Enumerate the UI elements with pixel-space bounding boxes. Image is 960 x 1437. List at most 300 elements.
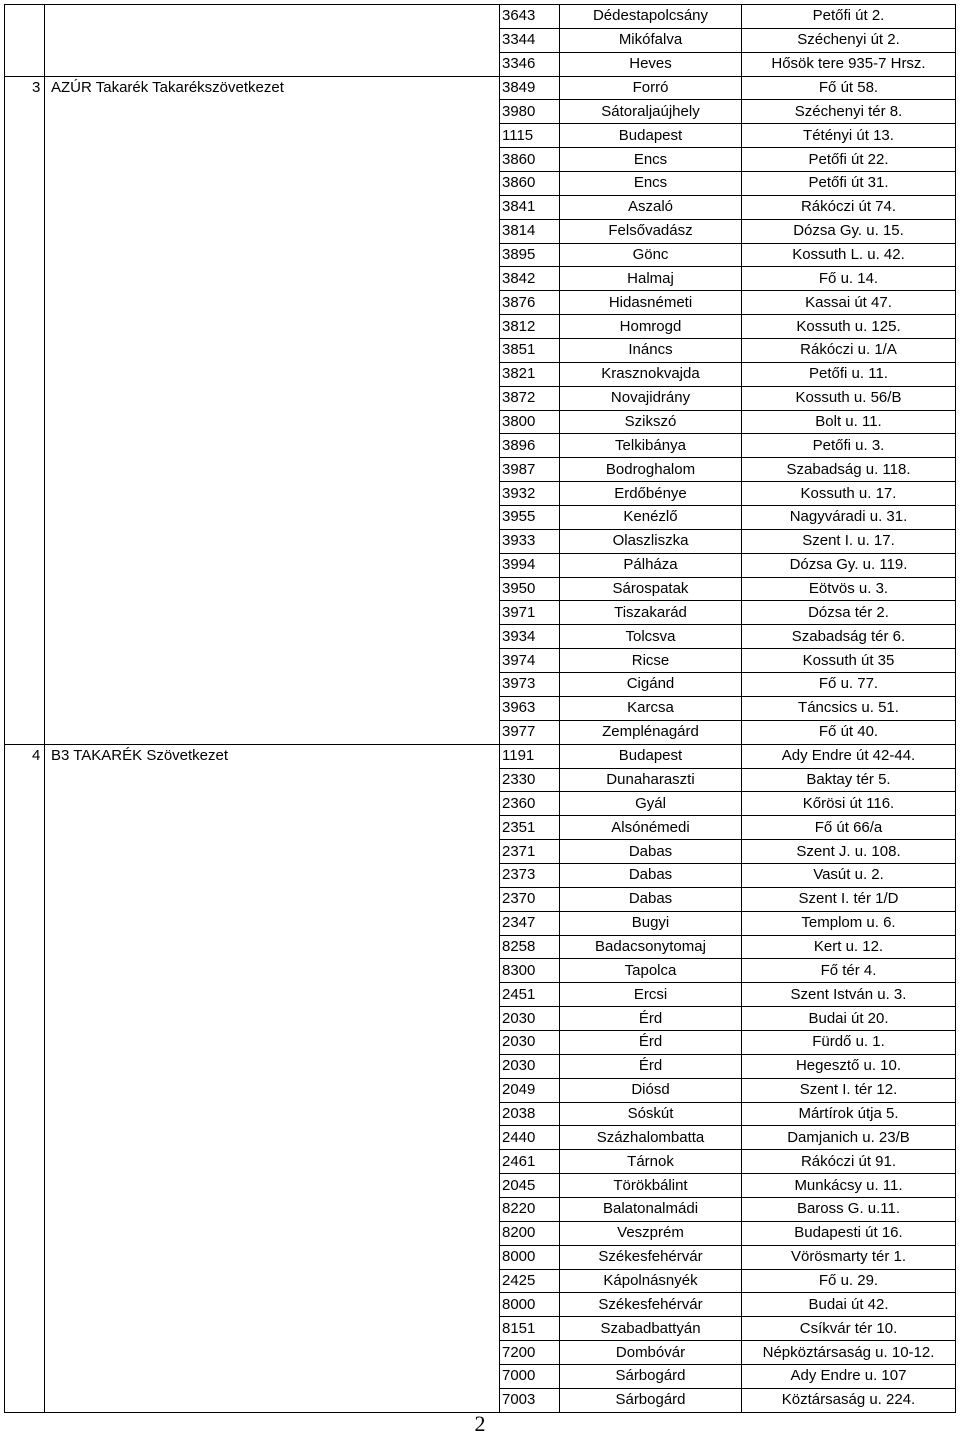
table-row (5, 1030, 956, 1054)
row-number (5, 887, 45, 911)
city-name: Felsővadász (560, 219, 742, 243)
postal-code: 2330 (500, 768, 560, 792)
postal-code: 3963 (500, 696, 560, 720)
street-address: Kassai út 47. (742, 291, 956, 315)
table-row (5, 1269, 956, 1293)
table-row (5, 1341, 956, 1365)
table-row (5, 291, 956, 315)
postal-code: 2045 (500, 1174, 560, 1198)
postal-code: 3860 (500, 172, 560, 196)
street-address: Kossuth út 35 (742, 649, 956, 673)
cooperative-name (45, 52, 500, 76)
street-address: Kossuth u. 125. (742, 315, 956, 339)
cooperative-name (45, 1269, 500, 1293)
city-name: Sóskút (560, 1102, 742, 1126)
table-row (5, 195, 956, 219)
postal-code: 3851 (500, 339, 560, 363)
postal-code: 2030 (500, 1007, 560, 1031)
table-row (5, 410, 956, 434)
cooperative-name (45, 1078, 500, 1102)
city-name: Kenézlő (560, 506, 742, 530)
street-address: Szent I. tér 12. (742, 1078, 956, 1102)
table-row (5, 601, 956, 625)
row-number (5, 1030, 45, 1054)
cooperative-name (45, 1197, 500, 1221)
street-address: Hősök tere 935-7 Hrsz. (742, 52, 956, 76)
row-number (5, 863, 45, 887)
cooperative-name (45, 1054, 500, 1078)
postal-code: 3933 (500, 529, 560, 553)
city-name: Zemplénagárd (560, 720, 742, 744)
city-name: Százhalombatta (560, 1126, 742, 1150)
row-number (5, 1054, 45, 1078)
table-row (5, 339, 956, 363)
postal-code: 3955 (500, 506, 560, 530)
cooperative-name (45, 1341, 500, 1365)
street-address: Hegesztő u. 10. (742, 1054, 956, 1078)
table-row (5, 768, 956, 792)
row-number: 3 (5, 76, 45, 100)
street-address: Széchenyi tér 8. (742, 100, 956, 124)
city-name: Tárnok (560, 1150, 742, 1174)
row-number (5, 1078, 45, 1102)
postal-code: 8000 (500, 1293, 560, 1317)
cooperative-name (45, 1126, 500, 1150)
postal-code: 8200 (500, 1221, 560, 1245)
row-number (5, 1341, 45, 1365)
street-address: Ady Endre u. 107 (742, 1364, 956, 1388)
table-row (5, 1317, 956, 1341)
table-row (5, 1174, 956, 1198)
street-address: Szabadság tér 6. (742, 625, 956, 649)
street-address: Baross G. u.11. (742, 1197, 956, 1221)
cooperative-name (45, 1150, 500, 1174)
cooperative-name (45, 959, 500, 983)
city-name: Sátoraljaújhely (560, 100, 742, 124)
cooperative-name (45, 291, 500, 315)
table-row (5, 124, 956, 148)
table-row (5, 315, 956, 339)
city-name: Bodroghalom (560, 458, 742, 482)
city-name: Bugyi (560, 911, 742, 935)
street-address: Csíkvár tér 10. (742, 1317, 956, 1341)
cooperative-name (45, 792, 500, 816)
table-row (5, 219, 956, 243)
table-row (5, 243, 956, 267)
street-address: Rákóczi út 91. (742, 1150, 956, 1174)
cooperative-name (45, 816, 500, 840)
table-row (5, 267, 956, 291)
city-name: Sárbogárd (560, 1388, 742, 1412)
city-name: Kápolnásnyék (560, 1269, 742, 1293)
row-number (5, 195, 45, 219)
street-address: Nagyváradi u. 31. (742, 506, 956, 530)
city-name: Novajidrány (560, 386, 742, 410)
street-address: Vasút u. 2. (742, 863, 956, 887)
city-name: Dabas (560, 887, 742, 911)
street-address: Kossuth u. 56/B (742, 386, 956, 410)
table-row (5, 1102, 956, 1126)
street-address: Tétényi út 13. (742, 124, 956, 148)
table-row (5, 553, 956, 577)
postal-code: 8300 (500, 959, 560, 983)
cooperative-name (45, 386, 500, 410)
table-row (5, 529, 956, 553)
postal-code: 2461 (500, 1150, 560, 1174)
street-address: Népköztársaság u. 10-12. (742, 1341, 956, 1365)
street-address: Ady Endre út 42-44. (742, 744, 956, 768)
city-name: Dédestapolcsány (560, 5, 742, 29)
row-number (5, 267, 45, 291)
street-address: Kert u. 12. (742, 935, 956, 959)
city-name: Cigánd (560, 673, 742, 697)
row-number (5, 649, 45, 673)
table-row (5, 1150, 956, 1174)
cooperative-name (45, 625, 500, 649)
postal-code: 3842 (500, 267, 560, 291)
street-address: Dózsa Gy. u. 15. (742, 219, 956, 243)
cooperative-name (45, 1364, 500, 1388)
street-address: Dózsa tér 2. (742, 601, 956, 625)
street-address: Petőfi u. 3. (742, 434, 956, 458)
postal-code: 3344 (500, 28, 560, 52)
postal-code: 2451 (500, 983, 560, 1007)
row-number (5, 124, 45, 148)
postal-code: 2440 (500, 1126, 560, 1150)
cooperative-name (45, 1102, 500, 1126)
postal-code: 3977 (500, 720, 560, 744)
street-address: Petőfi u. 11. (742, 362, 956, 386)
city-name: Budapest (560, 124, 742, 148)
table-row (5, 1054, 956, 1078)
city-name: Budapest (560, 744, 742, 768)
street-address: Fő út 66/a (742, 816, 956, 840)
city-name: Balatonalmádi (560, 1197, 742, 1221)
cooperative-name (45, 911, 500, 935)
table-row (5, 625, 956, 649)
table-row (5, 840, 956, 864)
row-number (5, 458, 45, 482)
street-address: Petőfi út 22. (742, 148, 956, 172)
row-number (5, 1364, 45, 1388)
cooperative-name (45, 1221, 500, 1245)
street-address: Mártírok útja 5. (742, 1102, 956, 1126)
row-number (5, 816, 45, 840)
cooperative-name (45, 887, 500, 911)
branch-table (4, 4, 956, 1413)
postal-code: 3860 (500, 148, 560, 172)
table-row (5, 1078, 956, 1102)
postal-code: 2351 (500, 816, 560, 840)
city-name: Tiszakarád (560, 601, 742, 625)
row-number (5, 840, 45, 864)
cooperative-name (45, 649, 500, 673)
table-row (5, 696, 956, 720)
cooperative-name (45, 840, 500, 864)
cooperative-name (45, 148, 500, 172)
city-name: Érd (560, 1054, 742, 1078)
table-row (5, 911, 956, 935)
table-row (5, 434, 956, 458)
cooperative-name (45, 434, 500, 458)
table-row (5, 744, 956, 768)
table-row (5, 482, 956, 506)
street-address: Köztársaság u. 224. (742, 1388, 956, 1412)
table-row (5, 28, 956, 52)
city-name: Szabadbattyán (560, 1317, 742, 1341)
street-address: Szabadság u. 118. (742, 458, 956, 482)
street-address: Kossuth L. u. 42. (742, 243, 956, 267)
city-name: Telkibánya (560, 434, 742, 458)
cooperative-name (45, 506, 500, 530)
table-row (5, 1126, 956, 1150)
city-name: Tapolca (560, 959, 742, 983)
postal-code: 2347 (500, 911, 560, 935)
table-row (5, 1293, 956, 1317)
city-name: Badacsonytomaj (560, 935, 742, 959)
city-name: Ináncs (560, 339, 742, 363)
table-row (5, 935, 956, 959)
city-name: Olaszliszka (560, 529, 742, 553)
city-name: Heves (560, 52, 742, 76)
table-row (5, 76, 956, 100)
postal-code: 2049 (500, 1078, 560, 1102)
postal-code: 2360 (500, 792, 560, 816)
street-address: Rákóczi út 74. (742, 195, 956, 219)
cooperative-name (45, 983, 500, 1007)
cooperative-name (45, 1245, 500, 1269)
street-address: Rákóczi u. 1/A (742, 339, 956, 363)
postal-code: 3895 (500, 243, 560, 267)
street-address: Szent I. u. 17. (742, 529, 956, 553)
row-number (5, 1245, 45, 1269)
street-address: Budai út 42. (742, 1293, 956, 1317)
row-number (5, 935, 45, 959)
table-row (5, 863, 956, 887)
cooperative-name (45, 1030, 500, 1054)
table-row (5, 816, 956, 840)
table-row (5, 577, 956, 601)
city-name: Mikófalva (560, 28, 742, 52)
street-address: Templom u. 6. (742, 911, 956, 935)
row-number (5, 1317, 45, 1341)
street-address: Damjanich u. 23/B (742, 1126, 956, 1150)
postal-code: 3994 (500, 553, 560, 577)
table-row (5, 386, 956, 410)
street-address: Szent J. u. 108. (742, 840, 956, 864)
postal-code: 3934 (500, 625, 560, 649)
street-address: Fő út 40. (742, 720, 956, 744)
table-row (5, 1007, 956, 1031)
city-name: Sárbogárd (560, 1364, 742, 1388)
row-number (5, 410, 45, 434)
cooperative-name (45, 315, 500, 339)
row-number (5, 506, 45, 530)
cooperative-name (45, 696, 500, 720)
row-number (5, 52, 45, 76)
table-row (5, 362, 956, 386)
street-address: Petőfi út 31. (742, 172, 956, 196)
street-address: Fő út 58. (742, 76, 956, 100)
street-address: Szent I. tér 1/D (742, 887, 956, 911)
table-row (5, 959, 956, 983)
postal-code: 3814 (500, 219, 560, 243)
postal-code: 3841 (500, 195, 560, 219)
row-number (5, 482, 45, 506)
row-number (5, 362, 45, 386)
street-address: Fürdő u. 1. (742, 1030, 956, 1054)
city-name: Aszaló (560, 195, 742, 219)
row-number (5, 434, 45, 458)
row-number (5, 553, 45, 577)
city-name: Dombóvár (560, 1341, 742, 1365)
table-row (5, 1197, 956, 1221)
cooperative-name (45, 267, 500, 291)
row-number (5, 28, 45, 52)
table-row (5, 720, 956, 744)
city-name: Érd (560, 1030, 742, 1054)
city-name: Szikszó (560, 410, 742, 434)
city-name: Törökbálint (560, 1174, 742, 1198)
postal-code: 2038 (500, 1102, 560, 1126)
cooperative-name (45, 339, 500, 363)
row-number (5, 1150, 45, 1174)
postal-code: 3821 (500, 362, 560, 386)
table-row (5, 148, 956, 172)
postal-code: 3643 (500, 5, 560, 29)
row-number (5, 792, 45, 816)
cooperative-name (45, 410, 500, 434)
row-number (5, 911, 45, 935)
postal-code: 3876 (500, 291, 560, 315)
row-number (5, 291, 45, 315)
cooperative-name (45, 529, 500, 553)
row-number (5, 339, 45, 363)
city-name: Encs (560, 148, 742, 172)
postal-code: 7003 (500, 1388, 560, 1412)
row-number (5, 1221, 45, 1245)
cooperative-name (45, 577, 500, 601)
cooperative-name (45, 482, 500, 506)
row-number (5, 315, 45, 339)
row-number (5, 720, 45, 744)
city-name: Diósd (560, 1078, 742, 1102)
postal-code: 3932 (500, 482, 560, 506)
row-number (5, 100, 45, 124)
city-name: Dunaharaszti (560, 768, 742, 792)
street-address: Kőrösi út 116. (742, 792, 956, 816)
cooperative-name (45, 5, 500, 29)
table-row (5, 649, 956, 673)
city-name: Dabas (560, 840, 742, 864)
row-number (5, 243, 45, 267)
cooperative-name (45, 935, 500, 959)
branch-table-body (5, 5, 956, 1413)
row-number (5, 959, 45, 983)
postal-code: 8258 (500, 935, 560, 959)
cooperative-name (45, 172, 500, 196)
street-address: Petőfi út 2. (742, 5, 956, 29)
postal-code: 7000 (500, 1364, 560, 1388)
city-name: Ercsi (560, 983, 742, 1007)
street-address: Munkácsy u. 11. (742, 1174, 956, 1198)
city-name: Dabas (560, 863, 742, 887)
street-address: Dózsa Gy. u. 119. (742, 553, 956, 577)
city-name: Érd (560, 1007, 742, 1031)
cooperative-name (45, 720, 500, 744)
street-address: Kossuth u. 17. (742, 482, 956, 506)
street-address: Bolt u. 11. (742, 410, 956, 434)
city-name: Karcsa (560, 696, 742, 720)
cooperative-name (45, 1317, 500, 1341)
cooperative-name (45, 219, 500, 243)
street-address: Fő u. 77. (742, 673, 956, 697)
city-name: Krasznokvajda (560, 362, 742, 386)
cooperative-name (45, 553, 500, 577)
city-name: Székesfehérvár (560, 1245, 742, 1269)
cooperative-name (45, 1293, 500, 1317)
street-address: Baktay tér 5. (742, 768, 956, 792)
street-address: Budapesti út 16. (742, 1221, 956, 1245)
row-number (5, 1102, 45, 1126)
row-number (5, 983, 45, 1007)
city-name: Hidasnémeti (560, 291, 742, 315)
street-address: Fő tér 4. (742, 959, 956, 983)
row-number (5, 1007, 45, 1031)
cooperative-name (45, 195, 500, 219)
street-address: Fő u. 14. (742, 267, 956, 291)
table-row (5, 1388, 956, 1412)
row-number (5, 1126, 45, 1150)
cooperative-name (45, 100, 500, 124)
page-number: 2 (474, 1411, 486, 1436)
city-name: Erdőbénye (560, 482, 742, 506)
postal-code: 1115 (500, 124, 560, 148)
postal-code: 2371 (500, 840, 560, 864)
row-number (5, 768, 45, 792)
cooperative-name (45, 863, 500, 887)
table-row (5, 673, 956, 697)
street-address: Budai út 20. (742, 1007, 956, 1031)
table-row (5, 458, 956, 482)
row-number (5, 696, 45, 720)
street-address: Szent István u. 3. (742, 983, 956, 1007)
city-name: Halmaj (560, 267, 742, 291)
postal-code: 3896 (500, 434, 560, 458)
table-row (5, 52, 956, 76)
postal-code: 3971 (500, 601, 560, 625)
postal-code: 8220 (500, 1197, 560, 1221)
city-name: Tolcsva (560, 625, 742, 649)
row-number (5, 5, 45, 29)
city-name: Alsónémedi (560, 816, 742, 840)
cooperative-name (45, 601, 500, 625)
cooperative-name (45, 124, 500, 148)
row-number: 4 (5, 744, 45, 768)
city-name: Gyál (560, 792, 742, 816)
table-row (5, 100, 956, 124)
postal-code: 2030 (500, 1030, 560, 1054)
row-number (5, 148, 45, 172)
row-number (5, 673, 45, 697)
table-row (5, 506, 956, 530)
row-number (5, 386, 45, 410)
street-address: Széchenyi út 2. (742, 28, 956, 52)
postal-code: 3987 (500, 458, 560, 482)
city-name: Veszprém (560, 1221, 742, 1245)
street-address: Eötvös u. 3. (742, 577, 956, 601)
postal-code: 3800 (500, 410, 560, 434)
